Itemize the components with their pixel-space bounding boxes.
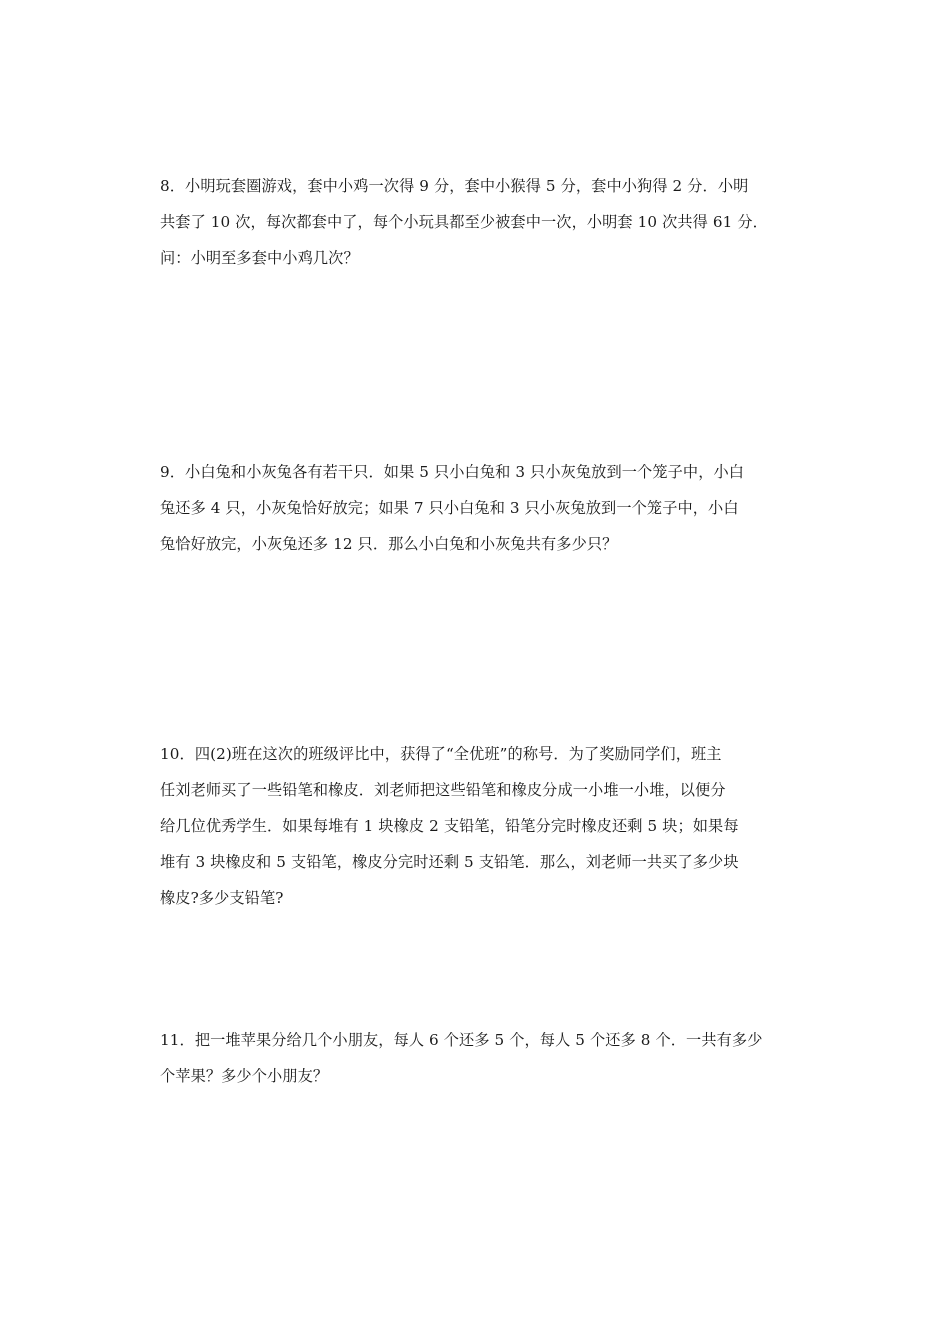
problem-10-line-5: 橡皮?多少支铅笔? xyxy=(160,889,284,907)
problem-8-line-3: 问：小明至多套中小鸡几次？ xyxy=(160,249,359,267)
problem-8-line-1: 8．小明玩套圈游戏，套中小鸡一次得 9 分，套中小猴得 5 分，套中小狗得 2 分．小明 xyxy=(160,177,749,195)
problem-10 xyxy=(160,736,800,916)
problem-10-line-2: 任刘老师买了一些铅笔和橡皮．刘老师把这些铅笔和橡皮分成一小堆一小堆，以便分 xyxy=(160,781,726,799)
problem-11 xyxy=(160,1022,800,1094)
problem-10-line-1: 10．四(2)班在这次的班级评比中，获得了“全优班”的称号．为了奖励同学们，班主 xyxy=(160,745,722,763)
problem-11-line-2: 个苹果？多少个小朋友？ xyxy=(160,1067,329,1085)
problem-9-line-1: 9．小白兔和小灰兔各有若干只．如果 5 只小白兔和 3 只小灰兔放到一个笼子中，小白 xyxy=(160,463,745,481)
problem-10-line-3: 给几位优秀学生．如果每堆有 1 块橡皮 2 支铅笔，铅笔分完时橡皮还剩 5 块；如果每 xyxy=(160,817,739,835)
problem-9-line-3: 兔恰好放完，小灰兔还多 12 只．那么小白兔和小灰兔共有多少只？ xyxy=(160,535,618,553)
problem-8-line-2: 共套了 10 次，每次都套中了，每个小玩具都至少被套中一次，小明套 10 次共得 61 分． xyxy=(160,213,768,231)
problem-9-line-2: 兔还多 4 只，小灰兔恰好放完；如果 7 只小白兔和 3 只小灰兔放到一个笼子中，小白 xyxy=(160,499,739,517)
problem-10-line-4: 堆有 3 块橡皮和 5 支铅笔，橡皮分完时还剩 5 支铅笔．那么，刘老师一共买了多少块 xyxy=(160,853,739,871)
problem-11-line-1: 11．把一堆苹果分给几个小朋友，每人 6 个还多 5 个，每人 5 个还多 8 个．一共有多少 xyxy=(160,1031,763,1049)
problem-8 xyxy=(160,168,800,276)
problem-9 xyxy=(160,454,800,562)
